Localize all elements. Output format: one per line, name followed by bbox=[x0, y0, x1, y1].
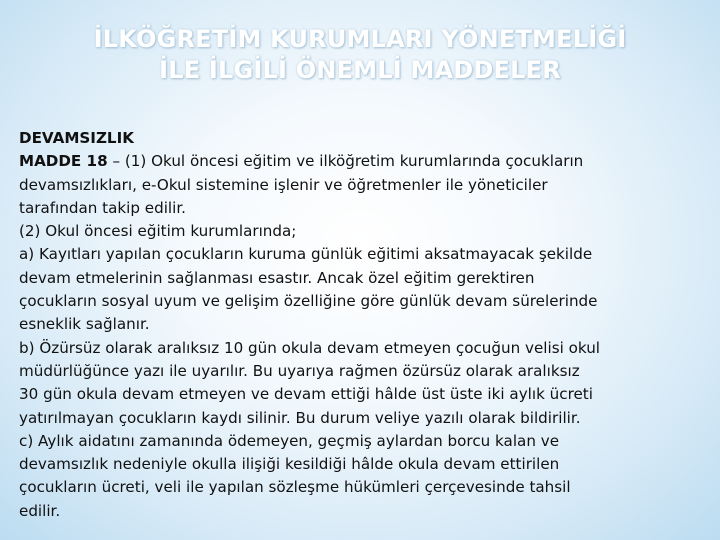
article-line: devamsızlık nedeniyle okulla ilişiği kesildiği hâlde okula devam ettirilen bbox=[19, 455, 560, 474]
title-line-2: İLE İLGİLİ ÖNEMLİ MADDELER bbox=[159, 56, 561, 84]
article-line bbox=[19, 150, 717, 173]
article-line: çocukların sosyal uyum ve gelişim özelliğine göre günlük devam sürelerinde bbox=[19, 292, 598, 311]
article-line: yatırılmayan çocukların kaydı silinir. Bu durum veliye yazılı olarak bildirilir. bbox=[19, 408, 581, 427]
article-body bbox=[19, 127, 719, 523]
article-line: 30 gün okula devam etmeyen ve devam ettiği hâlde üst üste iki aylık ücreti bbox=[19, 385, 593, 404]
slide-title bbox=[0, 24, 720, 86]
article-line: esneklik sağlanır. bbox=[19, 315, 150, 334]
article-line: devamsızlıkları, e-Okul sistemine işlenir ve öğretmenler ile yöneticiler bbox=[19, 175, 548, 194]
title-line-1: İLKÖĞRETİM KURUMLARI YÖNETMELİĞİ bbox=[93, 25, 627, 53]
article-line: a) Kayıtları yapılan çocukların kuruma günlük eğitimi aksatmayacak şekilde bbox=[19, 245, 593, 264]
article-line: (2) Okul öncesi eğitim kurumlarında; bbox=[19, 222, 297, 241]
madde-label: MADDE 18 bbox=[19, 152, 108, 171]
section-heading: DEVAMSIZLIK bbox=[19, 129, 134, 147]
article-line: devam etmelerinin sağlanması esastır. Ancak özel eğitim gerektiren bbox=[19, 268, 535, 287]
article-line: tarafından takip edilir. bbox=[19, 198, 187, 217]
article-line-text: – (1) Okul öncesi eğitim ve ilköğretim kurumlarında çocukların bbox=[107, 152, 584, 171]
article-line: müdürlüğünce yazı ile uyarılır. Bu uyarıya rağmen özürsüz olarak aralıksız bbox=[19, 361, 580, 380]
article-line: edilir. bbox=[19, 501, 61, 520]
article-line: çocukların ücreti, veli ile yapılan sözleşme hükümleri çerçevesinde tahsil bbox=[19, 478, 571, 497]
article-line: c) Aylık aidatını zamanında ödemeyen, geçmiş aylardan borcu kalan ve bbox=[19, 431, 560, 450]
article-line: b) Özürsüz olarak aralıksız 10 gün okula devam etmeyen çocuğun velisi okul bbox=[19, 338, 601, 357]
